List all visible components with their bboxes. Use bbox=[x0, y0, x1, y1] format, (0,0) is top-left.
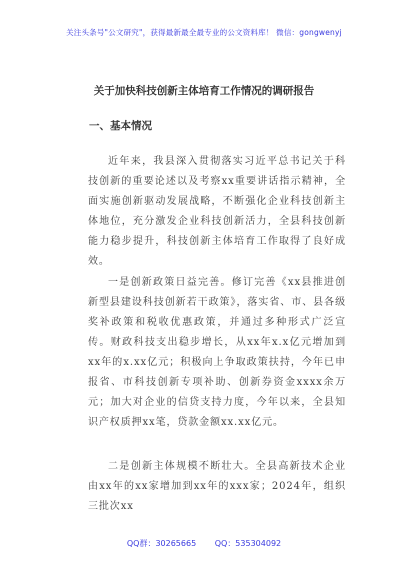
footer-qq-group: QQ群：30265665 bbox=[126, 539, 197, 548]
document-title: 关于加快科技创新主体培育工作情况的调研报告 bbox=[93, 85, 315, 97]
footer-qq: QQ：535304092 bbox=[214, 539, 282, 548]
footer-contact bbox=[0, 538, 408, 549]
paragraph-3: 二是创新主体规模不断壮大。全县高新技术企业由xx年的xx家增加到xx年的xxx家；2024年，组织三批次xx bbox=[88, 461, 346, 512]
paragraph-1: 近年来，我县深入贯彻落实习近平总书记关于科技创新的重要论述以及考察xx重要讲话指示精神，全面实施创新驱动发展战略，不断强化企业科技创新主体地位，充分激发企业科技创新活力，全县科技创新能力稳步提升，科技创新主体培育工作取得了良好成效。 bbox=[88, 156, 346, 267]
paragraph-2: 一是创新政策日益完善。修订完善《xx县推进创新型县建设科技创新若干政策》，落实省、市、县各级奖补政策和税收优惠政策，并通过多种形式广泛宣传。财政科技支出稳步增长，从xx年x.x亿元增加到xx年的x.xx亿元；积极向上争取政策扶持，今年已申报省、市科技创新专项补助、创新券资金xxxx余万元；加大对企业的信贷支持力度，今年以来，全县知识产权质押xx笔，贷款金额xx.xx亿元。 bbox=[88, 277, 346, 428]
section-heading: 一、基本情况 bbox=[89, 120, 152, 132]
header-banner: 关注头条号"公文研究"，获得最新最全最专业的公文资料库！ 微信：gongwenyj bbox=[66, 28, 342, 37]
